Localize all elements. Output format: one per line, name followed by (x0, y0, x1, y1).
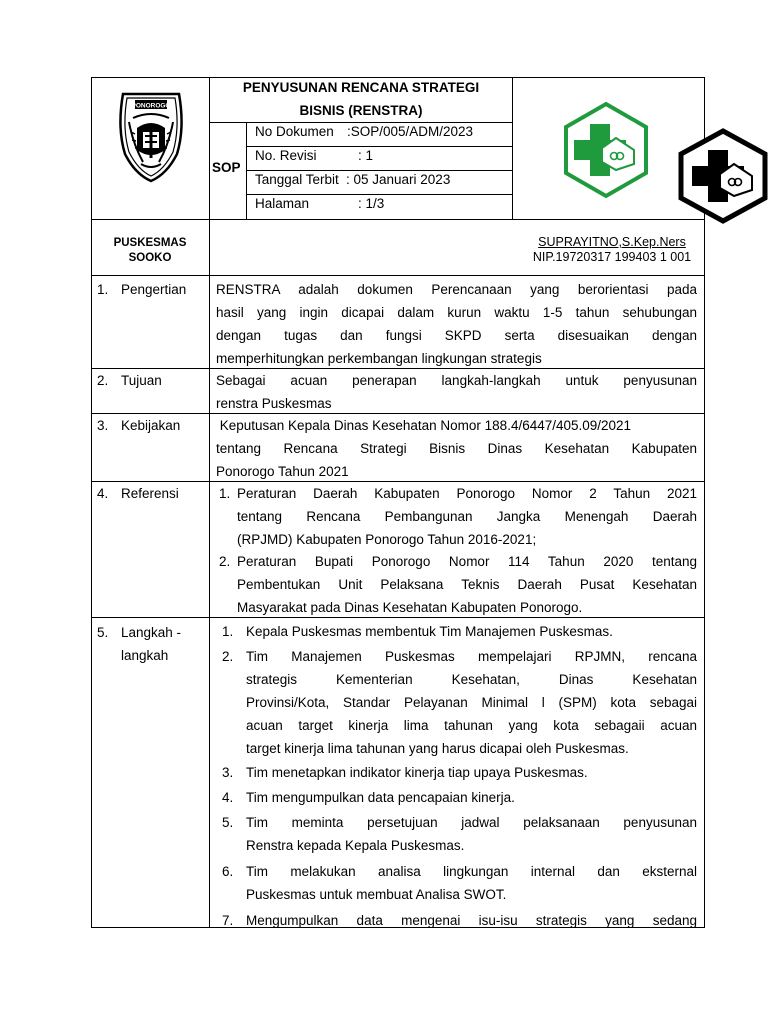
org-name (91, 236, 209, 266)
text-line: renstra Puskesmas (216, 396, 332, 411)
header-divider-v2 (512, 77, 513, 219)
puskesmas-logo-black (678, 128, 768, 224)
doc-row-value: : 1/3 (358, 196, 385, 211)
langkah-label-1: Langkah - (121, 625, 182, 640)
section-label-pengertian: 1. Pengertian (97, 282, 187, 297)
doc-row-number (255, 124, 473, 140)
doc-row-revision (255, 148, 373, 164)
regency-crest-icon (113, 88, 189, 184)
item-number: 4. (222, 790, 234, 805)
sop-label: SOP (212, 160, 241, 175)
org-name-line-2: SOOKO (128, 252, 172, 264)
text-line: Pembentukan Unit Pelaksana Teknis Daerah Pusat Kesehatan (237, 577, 697, 592)
text-line: (RPJMD) Kabupaten Ponorogo Tahun 2016-2021; (237, 532, 537, 547)
signer-block (512, 235, 704, 265)
puskesmas-cross-icon (560, 100, 652, 200)
item-number: 2. (222, 649, 234, 664)
org-row-bottom-line (91, 275, 705, 276)
signer-name: SUPRAYITNO,S.Kep.Ners (538, 235, 686, 249)
header-divider-v1 (209, 77, 210, 927)
text-line: Tim meminta persetujuan jadwal pelaksanaan penyusunan (246, 815, 697, 830)
document-title (210, 76, 512, 122)
text-line: Provinsi/Kota, Standar Pelayanan Minimal l (SPM) kota sebagai (246, 695, 697, 710)
section-label-referensi: 4. Referensi (97, 486, 179, 501)
text-line: Peraturan Bupati Ponorogo Nomor 114 Tahun 2020 tentang (237, 554, 697, 569)
doc-row-value: : 05 Januari 2023 (346, 172, 451, 187)
doc-row-value: :SOP/005/ADM/2023 (347, 124, 474, 139)
text-line: tentang Rencana Pembangunan Jangka Menengah Daerah (237, 509, 697, 524)
item-number: 3. (222, 765, 234, 780)
kebijakan-text (216, 414, 697, 483)
doc-row-label: No. Revisi (255, 148, 317, 163)
docrow-divider-3 (246, 194, 513, 195)
title-line-1: PENYUSUNAN RENCANA STRATEGI (242, 80, 480, 95)
section-label-langkah: 5. Langkah - langkah (97, 621, 181, 667)
text-line: Keputusan Kepala Dinas Kesehatan Nomor 188.4/6447/405.09/2021 (216, 418, 632, 433)
text-line: Masyarakat pada Dinas Kesehatan Kabupaten Ponorogo. (237, 600, 583, 615)
title-divider (209, 122, 513, 123)
doc-row-date (255, 172, 450, 188)
doc-row-label: Tanggal Terbit (255, 172, 339, 187)
item-number: 5. (222, 815, 234, 830)
text-line: Tim menetapkan indikator kinerja tiap upaya Puskesmas. (246, 765, 588, 780)
text-line: Peraturan Daerah Kabupaten Ponorogo Nomor 2 Tahun 2021 (237, 486, 697, 501)
section-label-tujuan: 2. Tujuan (97, 373, 162, 388)
text-line: Tim mengumpulkan data pencapaian kinerja. (246, 790, 515, 805)
text-line: Ponorogo Tahun 2021 (216, 464, 349, 479)
text-line: target kinerja lima tahunan yang harus dicapai oleh Puskesmas. (246, 741, 629, 756)
text-line: Renstra kepada Kepala Puskesmas. (246, 838, 465, 853)
text-line: acuan target kinerja lima tahunan yang kota sebagaii acuan (246, 718, 697, 733)
text-line: Tim melakukan analisa lingkungan internal dan eksternal (246, 864, 697, 879)
item-number: 2. (219, 554, 231, 569)
text-line: tentang Rencana Strategi Bisnis Dinas Kesehatan Kabupaten (216, 441, 697, 456)
text-line: Puskesmas untuk membuat Analisa SWOT. (246, 887, 507, 902)
table-border-left (91, 77, 92, 928)
item-number: 6. (222, 864, 234, 879)
puskesmas-logo-green (560, 100, 652, 200)
langkah-label-2: langkah (121, 648, 169, 663)
title-line-2: BISNIS (RENSTRA) (299, 103, 423, 118)
item-number: 7. (222, 913, 234, 928)
text-line: Sebagai acuan penerapan langkah-langkah untuk penyusunan (216, 373, 697, 388)
puskesmas-cross-mono-icon (678, 128, 768, 224)
section-label-kebijakan: 3. Kebijakan (97, 418, 181, 433)
doc-row-label: Halaman (255, 196, 310, 211)
pengertian-text (216, 278, 697, 370)
text-line: strategis Kementerian Kesehatan, Dinas Kesehatan (246, 672, 697, 687)
svg-text:PONOROGO: PONOROGO (131, 102, 171, 110)
text-line: hasil yang ingin dicapai dalam kurun waktu 1-5 tahun sehubungan (216, 305, 697, 320)
text-line: RENSTRA adalah dokumen Perencanaan yang berorientasi pada (216, 282, 697, 297)
text-line: Tim Manajemen Puskesmas mempelajari RPJMN, rencana (246, 649, 697, 664)
org-name-line-1: PUSKESMAS (113, 237, 187, 249)
item-number: 1. (222, 624, 234, 639)
docrow-divider-1 (246, 146, 513, 147)
text-line: dengan tugas dan fungsi SKPD serta disesuaikan dengan (216, 328, 697, 343)
tujuan-text (216, 369, 697, 415)
text-line: memperhitungkan perkembangan lingkungan strategis (216, 351, 542, 366)
docrow-divider-2 (246, 170, 513, 171)
item-number: 1. (219, 486, 231, 501)
header-bottom-line (91, 219, 705, 220)
doc-row-page (255, 196, 384, 212)
doc-row-label: No Dokumen (255, 124, 334, 139)
signer-nip: NIP.19720317 199403 1 001 (532, 250, 692, 264)
doc-row-value: : 1 (358, 148, 374, 163)
regency-logo (113, 88, 189, 184)
text-line: Kepala Puskesmas membentuk Tim Manajemen Puskesmas. (246, 624, 613, 639)
text-line: Mengumpulkan data mengenai isu-isu strategis yang sedang (246, 913, 697, 928)
